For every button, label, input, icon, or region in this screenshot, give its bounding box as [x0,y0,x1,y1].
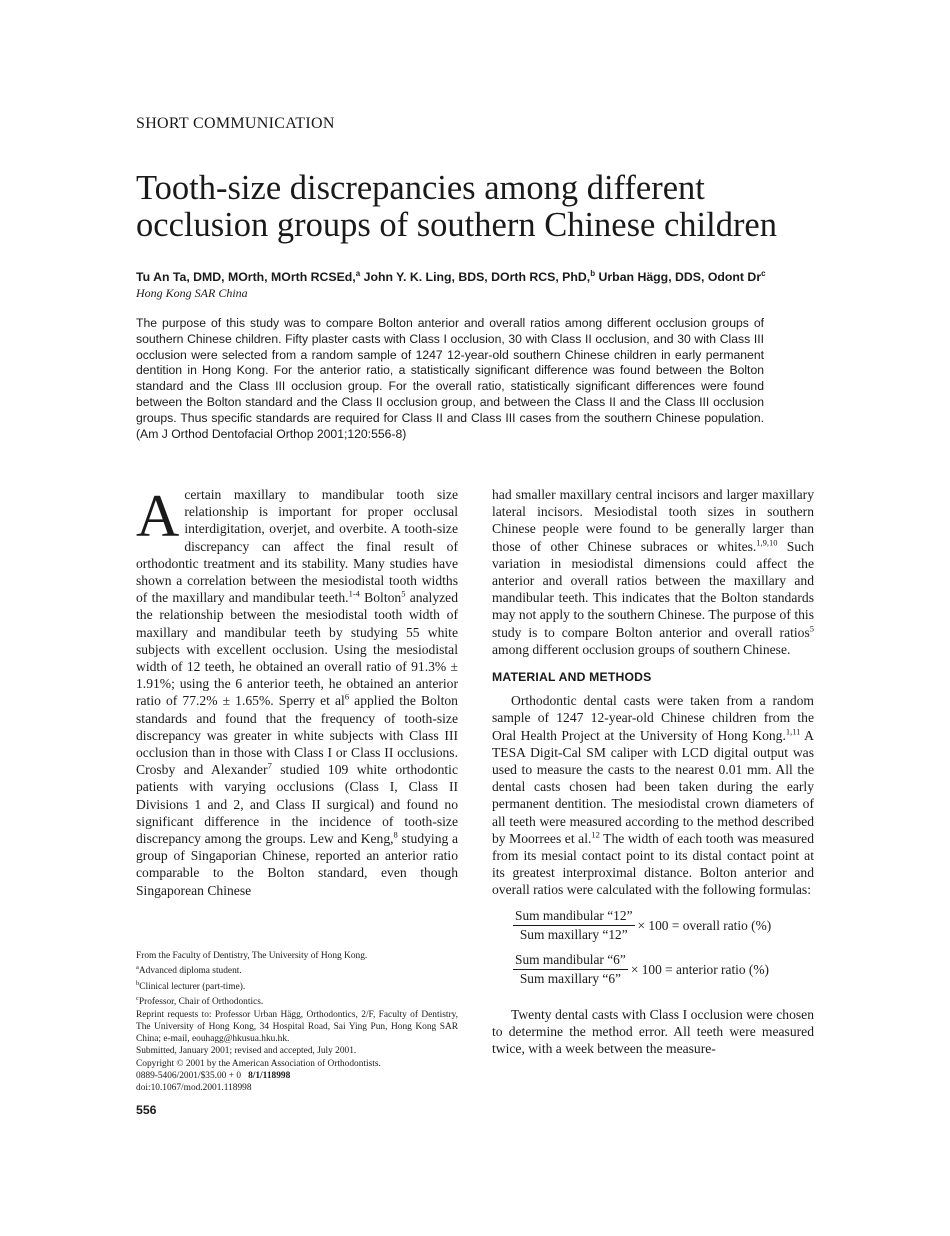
footnote-faculty: From the Faculty of Dentistry, The University of Hong Kong. [136,951,368,961]
footnote-mark: b [136,979,140,987]
footnote-article-id: 8/1/118998 [248,1071,291,1082]
footnote-issn [136,1070,458,1082]
intro-text-6: studying a group of Singaporian Chinese, reported an anterior ratio comparable to the Bolton standard, even though Singaporean Chinese [136,831,458,898]
intro-continuation [492,486,814,658]
intro-text-5: studied 109 white orthodontic patients with varying occlusions (Class I, Class II Divisions 1 and 2, and Class II surgical) and found no significant difference in the incidence of tooth-size discrepancy among the groups. Lew and Keng, [136,762,458,847]
footnote-c [136,993,458,1008]
citation-ref: 1,9,10 [756,537,778,548]
citation-ref: 6 [344,691,350,702]
formula-overall-fraction [513,908,635,943]
footnote-b [136,978,458,993]
drop-cap: A [136,483,180,549]
author-ta: Tu An Ta, DMD, MOrth, MOrth RCSEd, [136,270,356,285]
affiliation: Hong Kong SAR China [136,286,248,300]
intro-text-2: Bolton [359,590,402,606]
formula-overall-denominator: Sum maxillary “12” [519,926,628,942]
footnote-doi: doi:10.1067/mod.2001.118998 [136,1083,252,1094]
methods-paragraph [492,692,814,898]
formula-anterior-ratio [492,952,814,990]
intro-text-1: certain maxillary to mandibular tooth size relationship is important for proper occlusal interdigitation, overjet, and overbite. A tooth-size discrepancy can affect the final result of orthodontic treatment and its stability. Many studies have shown a correlation between the mesiodistal tooth widths of the maxillary and mandibular teeth. [136,487,458,606]
citation-ref: 8 [393,829,398,840]
footnote-copyright: Copyright © 2001 by the American Association of Orthodontists. [136,1058,381,1069]
citation-ref: 5 [401,588,406,599]
formula-overall-ratio [492,908,814,946]
method-error-paragraph: Twenty dental casts with Class I occlusion were chosen to determine the method error. All teeth were measured twice, with a week between the measure- [492,1006,814,1057]
continuation-text-2: Such variation in mesiodistal dimensions could affect the anterior and overall ratios between the maxillary and mandibular teeth. This indicates that the Bolton standards may not apply to the southern Chinese. The purpose of this study is to compare Bolton anterior and overall ratios [492,538,814,640]
continuation-text-3: among different occlusion groups of southern Chinese. [492,641,791,657]
footnote-text: Professor, Chair of Orthodontics. [138,997,264,1008]
footnote-reprint: Reprint requests to: Professor Urban Hägg, Orthodontics, 2/F, Faculty of Dentistry, The University of Hong Kong, 34 Hospital Road, Sai Ying Pun, Hong Kong SAR China; e-mail, eouhagg@hkusua.hku.hk. [136,1009,458,1045]
formula-anterior-denominator: Sum maxillary “6” [519,970,621,986]
section-label: SHORT COMMUNICATION [136,115,335,132]
formula-overall-result: × 100 = overall ratio (%) [637,917,772,933]
author-ta-mark: a [355,269,361,278]
footnote-text: Advanced diploma student. [138,966,242,977]
footnote-a [136,962,458,977]
intro-text-4: applied the Bolton standards and found that the frequency of tooth-size discrepancy was greater in white subjects with Class III occlusion than in those with Class I or Class II occlusions. Crosby and Alexander [136,693,458,778]
body-column-left [136,483,458,899]
abstract: The purpose of this study was to compare Bolton anterior and overall ratios among different occlusion groups of southern Chinese children. Fifty plaster casts with Class I occlusion, 30 with Class II occlusion, and 30 with Class III occlusion were selected from a random sample of 1247 12-year-old southern Chinese children in early permanent dentition in Hong Kong. For the anterior ratio, a statistically significant difference was found between the Bolton standard and the Class III occlusion group. For the overall ratio, statistically significant differences were found between the Bolton standard and the Class II occlusion group, and between the Class II and the Class III occlusion groups. Thus specific standards are required for Class II and Class III cases from the southern Chinese population. (Am J Orthod Dentofacial Orthop 2001;120:556-8) [136,316,764,441]
author-ling-mark: b [590,269,596,278]
citation-ref: 12 [591,829,600,840]
footnote-mark: c [136,995,139,1003]
footnote-submitted: Submitted, January 2001; revised and accepted, July 2001. [136,1046,357,1057]
citation-ref: 7 [267,760,272,771]
intro-text-3: analyzed the relationship between the mesiodistal tooth width of maxillary and mandibular teeth by studying 55 white subjects with excellent occlusion. Using the mesiodistal width of 12 teeth, he obtained an overall ratio of 91.3% ± 1.91%; using the 6 anterior teeth, he obtained an anterior ratio of 77.2% ± 1.65%. Sperry et al [136,590,458,709]
footnote-mark: a [136,964,139,972]
author-hagg-mark: c [761,269,766,278]
author-ling: John Y. K. Ling, BDS, DOrth RCS, PhD, [360,270,591,285]
article-title: Tooth-size discrepancies among different occlusion groups of southern Chinese children [136,169,777,244]
body-column-right [492,486,814,1057]
citation-ref: 5 [809,623,814,634]
formula-anterior-result: × 100 = anterior ratio (%) [630,961,770,977]
page-number: 556 [136,1103,157,1117]
citation-ref: 1-4 [348,588,360,599]
section-heading-methods: MATERIAL AND METHODS [492,670,652,685]
methods-text-2: A TESA Digit-Cal SM caliper with LCD digital output was used to measure the casts to the nearest 0.01 mm. All the dental casts chosen had been taken during the early permanent dentition. The mesiodistal crown diameters of all teeth were measured according to the method described by Moorrees et al. [492,727,814,846]
continuation-text-1: had smaller maxillary central incisors and larger maxillary lateral incisors. Mesiodistal tooth sizes in southern Chinese people were found to be generally larger than those of other Chinese subraces or whites. [492,487,814,554]
author-list [136,266,836,285]
formula-anterior-numerator: Sum mandibular “6” [513,952,628,970]
methods-text-1: Orthodontic dental casts were taken from a random sample of 1247 12-year-old Chinese children from the Oral Health Project at the University of Hong Kong. [492,693,814,743]
footnotes [136,950,458,1095]
formula-overall-numerator: Sum mandibular “12” [513,908,635,926]
citation-ref: 1,11 [785,726,801,737]
formula-anterior-fraction [513,952,628,987]
intro-paragraph [136,483,458,899]
footnote-issn-code: 0889-5406/2001/$35.00 + 0 [136,1071,249,1082]
footnote-text: Clinical lecturer (part-time). [139,981,246,992]
methods-text-3: The width of each tooth was measured from its mesial contact point to its distal contact point at its greatest interproximal distance. Bolton anterior and overall ratios were calculated with the following formulas: [492,830,814,898]
author-hagg: Urban Hägg, DDS, Odont Dr [595,270,762,285]
